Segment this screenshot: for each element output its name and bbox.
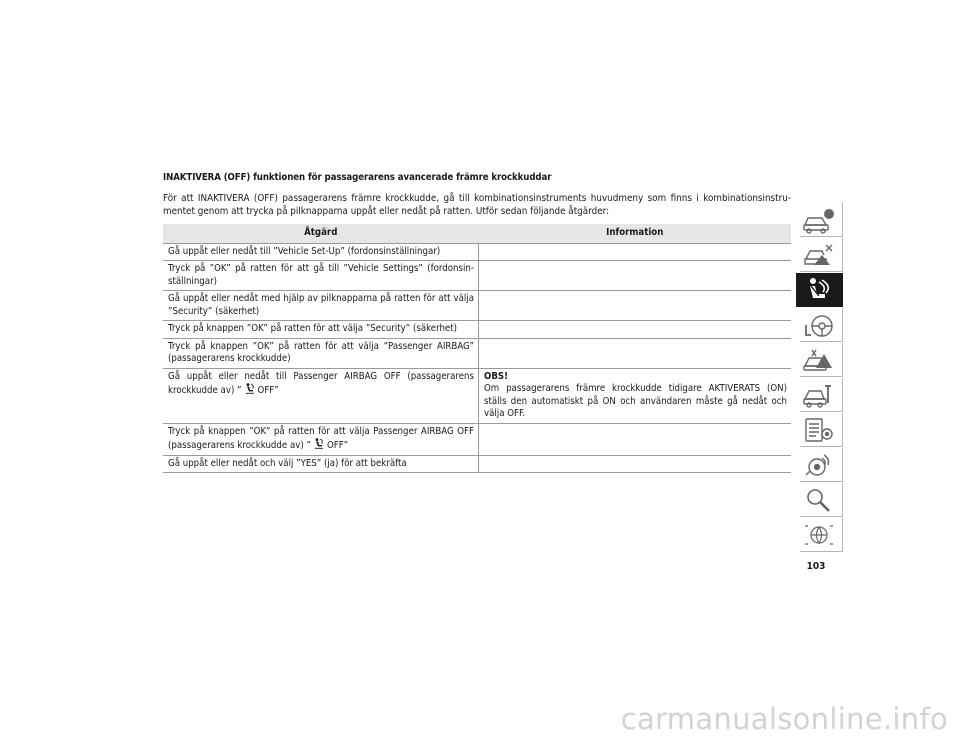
info-cell — [479, 321, 792, 339]
safety-seatbelt-icon — [802, 276, 836, 304]
info-cell — [479, 291, 792, 321]
passenger-airbag-off-icon — [314, 438, 324, 449]
action-text: Tryck på knappen ”OK” på ratten för att välja Passenger AIRBAG OFF (passagerarens krockkudde av) ” — [168, 425, 474, 451]
tab-starting-driving[interactable] — [796, 308, 843, 342]
table-header-row — [163, 224, 791, 243]
service-maintenance-icon — [802, 381, 836, 409]
action-cell: Tryck på knappen ”OK” på ratten för att välja ”Security” (säkerhet) — [163, 321, 479, 339]
starting-driving-icon — [802, 311, 836, 339]
multimedia-icon — [802, 451, 836, 479]
info-cell — [479, 243, 792, 261]
table-row — [163, 368, 791, 423]
action-cell: Tryck på ”OK” på ratten för att gå till ”Vehicle Settings” (fordonsin-ställningar) — [163, 261, 479, 291]
action-text-off: OFF” — [326, 440, 349, 451]
procedure-table — [163, 224, 791, 473]
tab-car-info[interactable] — [796, 203, 843, 237]
action-text: Gå uppåt eller nedåt till Passenger AIRBAG OFF (passagerarens krockkudde av) ” — [168, 370, 474, 396]
language-index-icon — [802, 521, 836, 549]
info-cell — [479, 368, 792, 423]
action-cell: Gå uppåt eller nedåt och välj ”YES” (ja) för att bekräfta — [163, 455, 479, 473]
action-cell — [163, 423, 479, 455]
passenger-airbag-off-icon — [245, 383, 255, 394]
tab-multimedia[interactable] — [796, 448, 843, 482]
intro-paragraph: För att INAKTIVERA (OFF) passagerarens främre krockkudde, gå till kombinationsinstruments huvudmeny som finns i kombinationsinstru-mentet genom att trycka på pilknapparna uppåt eller nedåt på ratten. Utför sedan följande åtgärder: — [163, 193, 791, 217]
tab-safety[interactable] — [796, 273, 843, 307]
emergency-icon — [802, 346, 836, 374]
info-cell — [479, 423, 792, 455]
note-title: OBS! — [484, 370, 509, 382]
chapter-tabs — [796, 203, 842, 553]
table-row — [163, 338, 791, 368]
note-text: Om passagerarens främre krockkudde tidigare AKTIVERATS (ON) ställs den automatiskt på ON och användaren måste gå nedåt och välja OFF. — [484, 383, 787, 419]
action-cell: Gå uppåt eller nedåt till ”Vehicle Set-Up” (fordonsinställningar) — [163, 243, 479, 261]
action-cell: Tryck på knappen ”OK” på ratten för att välja ”Passenger AIRBAG” (passagerarens krockkudde) — [163, 338, 479, 368]
tab-search[interactable] — [796, 483, 843, 517]
info-cell — [479, 261, 792, 291]
action-text-off: OFF” — [257, 385, 279, 396]
tab-language[interactable] — [796, 518, 843, 552]
table-row — [163, 455, 791, 473]
table-row — [163, 291, 791, 321]
specifications-icon — [802, 416, 836, 444]
tab-emergency[interactable] — [796, 343, 843, 377]
header-action: Åtgärd — [163, 224, 479, 243]
header-information: Information — [479, 224, 792, 243]
table-row — [163, 321, 791, 339]
dashboard-warning-icon — [802, 241, 836, 269]
table-row — [163, 243, 791, 261]
table-row — [163, 423, 791, 455]
tab-dashboard[interactable] — [796, 238, 843, 272]
info-cell — [479, 455, 792, 473]
tab-service[interactable] — [796, 378, 843, 412]
car-info-icon — [802, 206, 836, 234]
action-cell: Gå uppåt eller nedåt med hjälp av pilknapparna på ratten för att välja ”Security” (säkerhet) — [163, 291, 479, 321]
section-heading: INAKTIVERA (OFF) funktionen för passagerarens avancerade främre krockkuddar — [163, 172, 552, 183]
watermark: carmanualsonline.info — [620, 702, 948, 736]
info-cell — [479, 338, 792, 368]
table-row — [163, 261, 791, 291]
page-number: 103 — [806, 561, 826, 572]
search-index-icon — [802, 486, 836, 514]
action-cell — [163, 368, 479, 423]
tab-specifications[interactable] — [796, 413, 843, 447]
